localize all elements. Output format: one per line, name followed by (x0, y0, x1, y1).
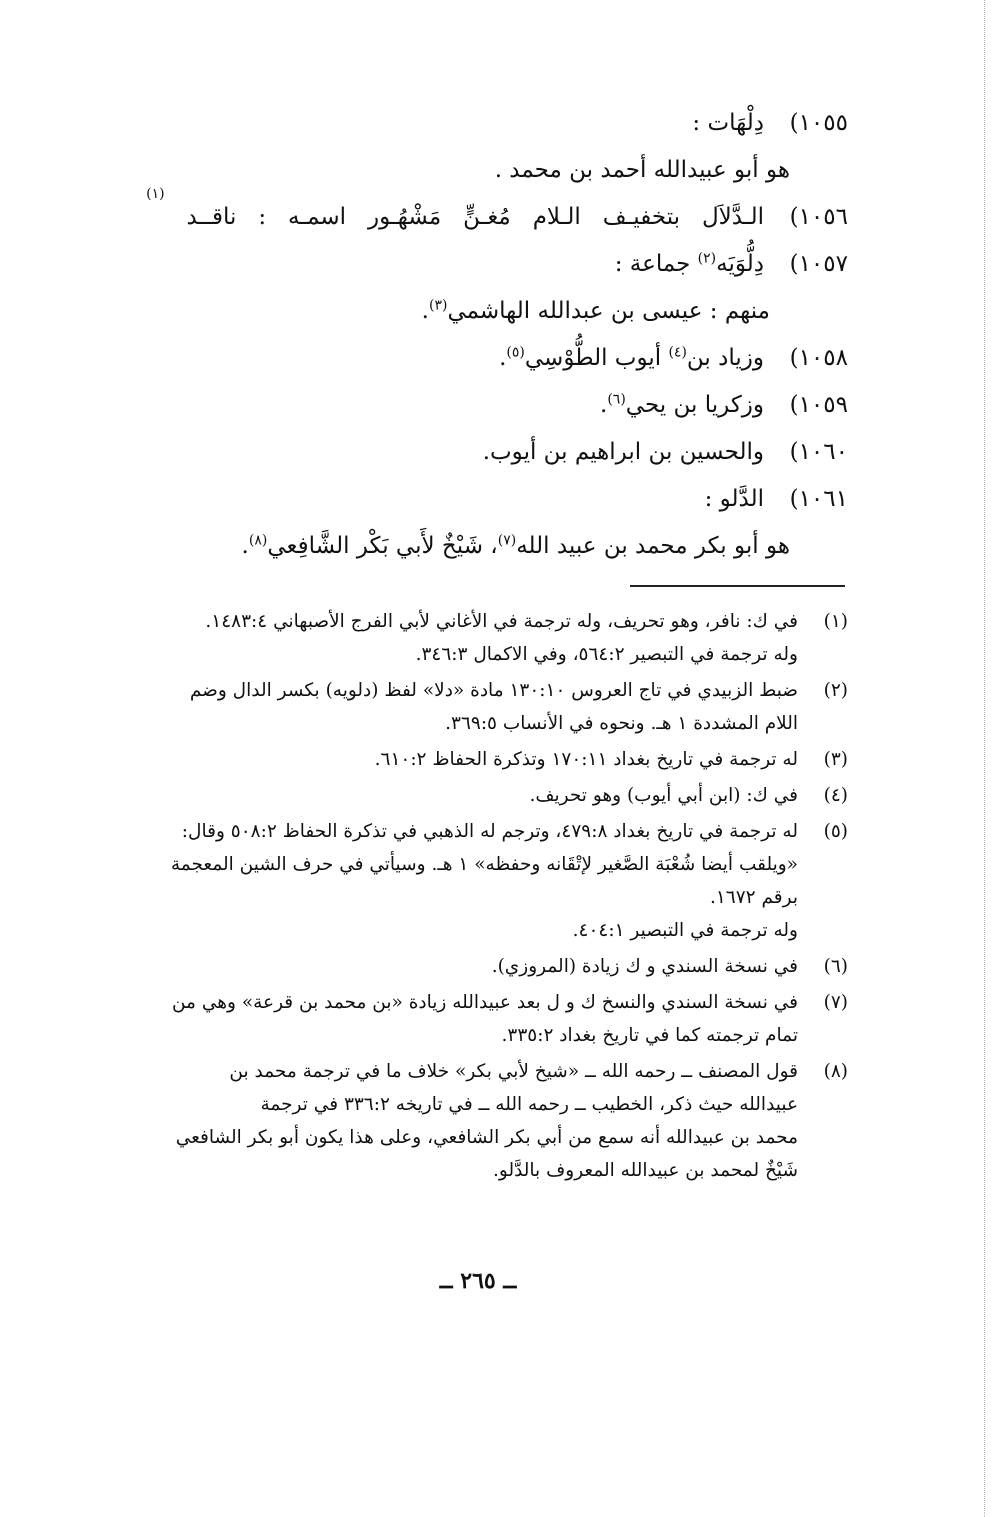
footnote-separator (630, 585, 845, 587)
entry-number: ١٠٦٠) (789, 439, 848, 465)
footnote-body (128, 950, 798, 983)
entry-word: مَشْهُـور (368, 204, 442, 230)
entry-number: ١٠٥٩) (789, 392, 848, 418)
entry-text-part: هو أبو عبيدالله أحمد بن محمد . (494, 157, 790, 183)
entry-text-part: جماعة : (614, 251, 698, 277)
entry-text-part: وزياد بن (686, 345, 764, 371)
footnote-line: له ترجمة في تاريخ بغداد ٤٧٩:٨، وترجم له الذهبي في تذكرة الحفاظ ٥٠٨:٢ وقال: (181, 821, 798, 842)
entry-row (128, 100, 848, 147)
footnote-number: (٢) (823, 680, 848, 701)
footnote-line: ضبط الزبيدي في تاج العروس ١٣٠:١٠ مادة «دلا» لفظ (دلويه) بكسر الدال وضم (189, 680, 798, 701)
footnote-number: (٨) (823, 1061, 848, 1082)
entry-word: بتخفيـف (602, 204, 681, 230)
footnote (128, 986, 848, 1052)
footnote-body (128, 779, 798, 812)
footnote-number: (٤) (823, 785, 848, 806)
entry-word: الـدَّلاَل (701, 204, 764, 230)
footnote-body (128, 605, 798, 671)
footnote-marker: (٧) (497, 532, 517, 549)
footnote-line: في نسخة السندي و ك زيادة (المروزي). (491, 956, 798, 977)
footnote-number: (٧) (823, 992, 848, 1013)
footnote-line: له ترجمة في تاريخ بغداد ١٧٠:١١ وتذكرة الحفاظ ٦١٠:٢. (374, 749, 798, 770)
footnote-body (128, 1055, 798, 1187)
entry-text (600, 382, 776, 429)
footnote (128, 674, 848, 740)
page-number: ــ ٢٦٥ ــ (439, 1268, 517, 1294)
entry-text-part: هو أبو بكر محمد بن عبيد الله (516, 533, 790, 559)
footnote-line: برقم ١٦٧٢. (709, 887, 798, 908)
entry-text (483, 429, 776, 476)
entry-row (128, 241, 848, 288)
footnote-body (128, 815, 798, 947)
footnote (128, 1055, 848, 1187)
entry-text-end: . (499, 345, 507, 371)
footnote-line: في ك: نافر، وهو تحريف، وله ترجمة في الأغاني لأبي الفرج الأصبهاني ١٤٨٣:٤. (205, 611, 798, 632)
footnote-marker: (٢) (697, 250, 717, 267)
footnote-line: وله ترجمة في التبصير ٥٦٤:٢، وفي الاكمال ٣٤٦:٣. (415, 644, 798, 665)
footnote-line: «ويلقب أيضا شُعْبَة الصَّغير لإتْقَانه وحفظه» ١ هـ. وسيأتي في حرف الشين المعجمة (170, 854, 798, 875)
footnote-marker: (٤) (668, 344, 687, 361)
footnote (128, 950, 848, 983)
entry-text-part: والحسين بن ابراهيم بن أيوب. (482, 439, 764, 465)
footnote-line: وله ترجمة في التبصير ٤٠٤:١. (572, 920, 798, 941)
footnote-body (128, 743, 798, 776)
entry-text (692, 100, 776, 147)
entry-text-end: . (241, 533, 249, 559)
entry-text-part: منهم : عيسى بن عبدالله الهاشمي (447, 298, 770, 324)
entry-text (499, 335, 776, 382)
entry-row (128, 476, 848, 523)
entry-number: ١٠٥٥) (789, 110, 848, 136)
entry-number: ١٠٥٧) (789, 251, 848, 277)
entry-subline (128, 523, 848, 570)
entry-text-part: الدَّلو : (704, 486, 764, 512)
entry-row (128, 429, 848, 476)
entry-text (705, 476, 776, 523)
footnote-line: محمد بن عبيدالله أنه سمع من أبي بكر الشافعي، وعلى هذا يكون أبو بكر الشافعي (175, 1127, 798, 1148)
footnote (128, 779, 848, 812)
footnote-marker: (٥) (506, 344, 525, 361)
entry-text (146, 186, 776, 241)
footnote-line: قول المصنف ــ رحمه الله ــ «شيخ لأبي بكر» خلاف ما في ترجمة محمد بن (229, 1061, 798, 1082)
footnote-line: في ك: (ابن أبي أيوب) وهو تحريف. (529, 785, 798, 806)
entry-subline (128, 147, 848, 194)
entry-word: (١) (146, 186, 165, 202)
footnote (128, 743, 848, 776)
entry-text-part: دِلُّوَيَه (716, 251, 764, 277)
footnote-body (128, 986, 798, 1052)
footnote (128, 815, 848, 947)
footnote-marker: (٨) (248, 532, 268, 549)
entry-text-part: أيوب الطُّوْسِي (524, 345, 669, 371)
footnote-marker: (٦) (607, 391, 626, 408)
footnote-line: شَيْخٌ لمحمد بن عبيدالله المعروف بالدَّلو. (493, 1160, 798, 1181)
entry-text-end: . (421, 298, 429, 324)
entry-list (128, 100, 848, 570)
footnote-marker: (٣) (428, 297, 448, 314)
footnote-number: (٥) (823, 821, 848, 842)
footnote-number: (١) (823, 611, 848, 632)
entry-word: : (258, 204, 267, 230)
footnote-line: عبيدالله حيث ذكر، الخطيب ــ رحمه الله ــ في تاريخه ٣٣٦:٢ في ترجمة (260, 1094, 798, 1115)
entry-word: اسمـه (288, 204, 347, 230)
entry-number: ١٠٥٦) (789, 204, 848, 230)
entry-text (615, 241, 776, 288)
footnote-body (128, 674, 798, 740)
footnote-line: اللام المشددة ١ هـ. ونحوه في الأنساب ٣٦٩:٥. (445, 713, 798, 734)
footnote-line: في نسخة السندي والنسخ ك و ل بعد عبيدالله زيادة «بن محمد بن قرعة» وهي من (171, 992, 798, 1013)
entry-number: ١٠٥٨) (789, 345, 848, 371)
scan-edge-line (984, 0, 985, 1517)
footnote (128, 605, 848, 671)
footnote-number: (٦) (823, 956, 848, 977)
entry-row (128, 382, 848, 429)
entry-text-part: وزكريا بن يحي (625, 392, 764, 418)
entry-row (128, 335, 848, 382)
entry-number: ١٠٦١) (789, 486, 848, 512)
entry-subline (128, 288, 848, 335)
entry-word: الـلام (532, 204, 581, 230)
footnote-list (128, 605, 848, 1190)
footnote-number: (٣) (823, 749, 848, 770)
entry-word: مُغـنٍّ (463, 204, 511, 230)
footnote-line: تمام ترجمته كما في تاريخ بغداد ٣٣٥:٢. (501, 1025, 798, 1046)
entry-word: ناقــد (186, 204, 237, 230)
entry-text-end: . (600, 392, 608, 418)
entry-row (128, 186, 848, 241)
entry-text-part: ، شَيْخٌ لأَبي بَكْر الشَّافِعي (267, 533, 498, 559)
entry-text-part: دِلْهَات : (692, 110, 764, 136)
